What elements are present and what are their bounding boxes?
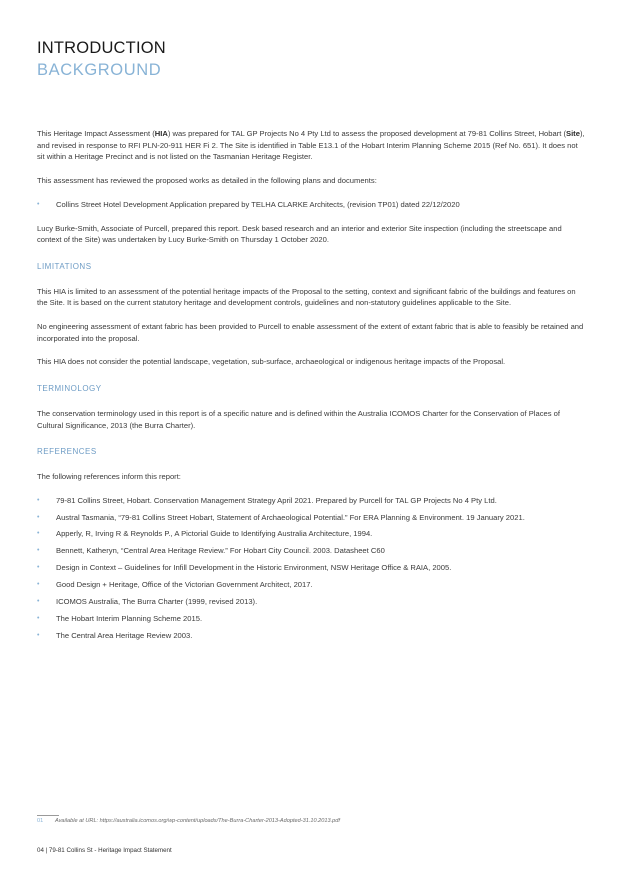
list-item: • Design in Context – Guidelines for Infill Development in the Historic Environment, NSW Heritage Office & RAIA, 2005. (37, 563, 452, 573)
hia-term: HIA (154, 129, 168, 138)
footnote-divider (37, 815, 59, 816)
intro-paragraph-3: Lucy Burke-Smith, Associate of Purcell, prepared this report. Desk based research and an interior and exterior Site inspection (including the streetscape and context of the Site) was undertaken by Lucy Burke-Smith on Thursday 1 October 2020. (37, 223, 562, 245)
bullet-icon: • (37, 547, 40, 555)
intro-paragraph-1: This Heritage Impact Assessment (HIA) was prepared for TAL GP Projects No 4 Pty Ltd to assess the proposed development at 79-81 Collins Street, Hobart (Site), and revised in response to RFI PLN-20-911 HER Fi 2. The Site is identified in Table E13.1 of the Hobart Interim Planning Scheme 2015 (Ref No. 651). It does not sit within a Heritage Precinct and is not listed on the Tasmanian Heritage Register. (37, 129, 585, 162)
list-item: • The Central Area Heritage Review 2003. (37, 630, 193, 640)
footnote-number: 01 (37, 818, 44, 824)
plans-list (37, 199, 587, 211)
bullet-icon: • (37, 513, 40, 521)
footnote (37, 818, 340, 824)
list-item: • Apperly, R, Irving R & Reynolds P., A Pictorial Guide to Identifying Australia Architecture, 1994. (37, 529, 373, 539)
references-list (37, 495, 587, 642)
main-content (37, 128, 587, 653)
footnote-text: Available at URL: https://australia.icomos.org/wp-content/uploads/The-Burra-Charter-2013-Adopted-31.10.2013.pdf (55, 818, 340, 824)
list-item: • The Hobart Interim Planning Scheme 2015. (37, 613, 203, 623)
references-heading: REFERENCES (37, 447, 97, 457)
references-intro: The following references inform this report: (37, 471, 181, 481)
limitations-paragraph-2: No engineering assessment of extant fabric has been provided to Purcell to enable assessment of the extent of extant fabric that is able to feasibly be retained and incorporated into the proposal. (37, 322, 584, 343)
bullet-icon: • (37, 581, 40, 589)
list-item: • Bennett, Katheryn, “Central Area Heritage Review.” For Hobart City Council. 2003. Datasheet C60 (37, 546, 385, 556)
list-item: • Collins Street Hotel Development Application prepared by TELHA CLARKE Architects, (revision TP01) dated 22/12/2020 (37, 199, 460, 209)
list-item: • 79-81 Collins Street, Hobart. Conservation Management Strategy April 2021. Prepared by Purcell for TAL GP Projects No 4 Pty Ltd. (37, 495, 497, 505)
bullet-icon: • (37, 496, 40, 504)
list-item: • Austral Tasmania, “79-81 Collins Street Hobart, Statement of Archaeological Potential.” For ERA Planning & Environment. 19 January 2021. (37, 512, 525, 522)
list-item: • ICOMOS Australia, The Burra Charter (1999, revised 2013). (37, 597, 258, 606)
bullet-icon: • (37, 631, 40, 639)
limitations-paragraph-3: This HIA does not consider the potential landscape, vegetation, sub-surface, archaeological or indigenous heritage impacts of the Proposal. (37, 357, 506, 367)
page-subtitle: BACKGROUND (37, 61, 162, 79)
terminology-paragraph: The conservation terminology used in this report is of a specific nature and is defined within the Australia ICOMOS Charter for the Conservation of Places of Cultural Significance, 2013 (the Burra Charter). (37, 408, 560, 430)
list-item: • Good Design + Heritage, Office of the Victorian Government Architect, 2017. (37, 580, 313, 590)
bullet-icon: • (37, 530, 40, 538)
page-footer: 04 | 79-81 Collins St - Heritage Impact Statement (37, 847, 172, 854)
bullet-icon: • (37, 200, 40, 208)
bullet-icon: • (37, 564, 40, 572)
limitations-heading: LIMITATIONS (37, 261, 92, 271)
page-title: INTRODUCTION (37, 39, 166, 57)
bullet-icon: • (37, 614, 40, 622)
limitations-paragraph-1: This HIA is limited to an assessment of the potential heritage impacts of the Proposal to the setting, context and significant fabric of the buildings and features on the Site. It is based on the current statutory heritage and development controls, guidelines and non-statutory guidelines applicable to the Site. (37, 286, 576, 308)
bullet-icon: • (37, 598, 40, 605)
site-term: Site (566, 129, 580, 138)
terminology-heading: TERMINOLOGY (37, 384, 102, 394)
intro-paragraph-2: This assessment has reviewed the proposed works as detailed in the following plans and documents: (37, 176, 377, 186)
